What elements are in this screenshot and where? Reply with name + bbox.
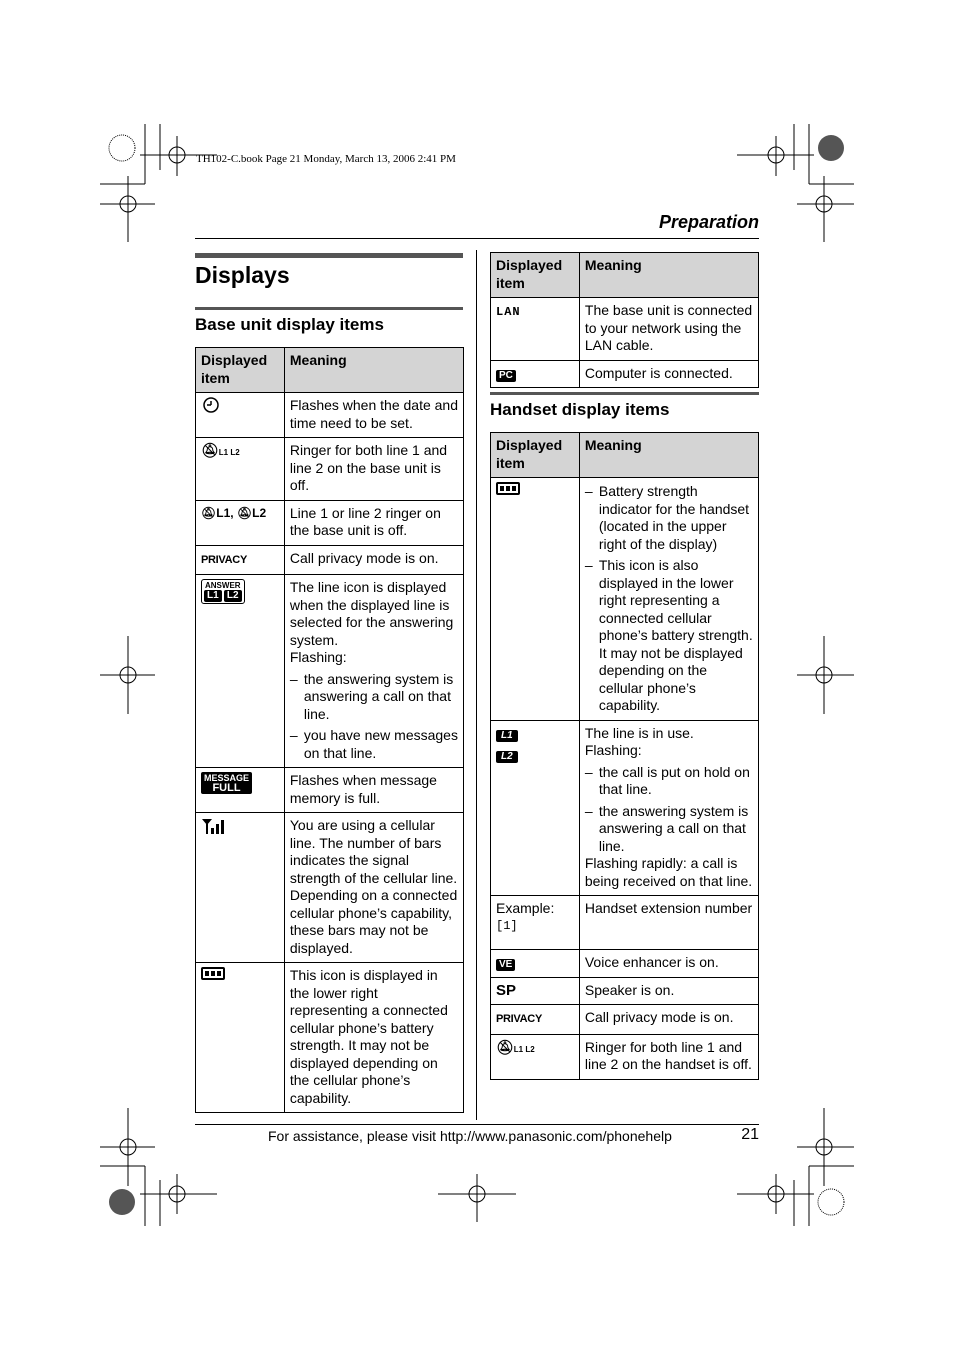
line2-icon: L2 — [496, 746, 574, 764]
handset-table — [490, 432, 759, 1080]
voice-enhancer-icon: VE — [496, 959, 515, 971]
subhead-bar — [195, 307, 463, 310]
assistance-text: For assistance, please visit http://www.panasonic.com/phonehelp — [268, 1128, 672, 1144]
book-info: TH102-C.book Page 21 Monday, March 13, 2006 2:41 PM — [196, 153, 456, 165]
table-header-row — [491, 253, 759, 298]
meaning-cell: Ringer for both line 1 and line 2 on the base unit is off. — [284, 438, 463, 501]
meaning-text: The line is in use. — [584, 724, 694, 741]
meaning-cell: Call privacy mode is on. — [579, 1005, 758, 1035]
table-row — [491, 298, 759, 361]
battery-icon — [201, 967, 225, 980]
list-item: – This icon is also displayed in the lower right representing a connected cellular phone’s battery strength. It may not be displayed depending on the cellular phone’s capability. — [585, 557, 753, 715]
header-rule — [195, 238, 759, 239]
answer-l2-badge: L2 — [224, 590, 242, 602]
table-row — [196, 575, 464, 768]
list-item: – you have new messages on that line. — [290, 727, 458, 762]
col-meaning-header: Meaning — [284, 348, 463, 393]
meaning-cell: The base unit is connected to your network using the LAN cable. — [579, 298, 758, 361]
answer-icon — [201, 579, 245, 604]
list-item: – Battery strength indicator for the handset (located in the upper right of the display) — [585, 483, 753, 553]
table-row — [196, 438, 464, 501]
table-row — [196, 813, 464, 963]
meaning-cell: Voice enhancer is on. — [579, 950, 758, 978]
table-row — [491, 360, 759, 388]
table-row — [491, 478, 759, 721]
ringer-off-icon: 🔕︎ — [201, 505, 217, 520]
col-item-header: Displayed item — [196, 348, 285, 393]
flashing-rapid-text: Flashing rapidly: a call is being received on that line. — [584, 855, 753, 889]
column-divider — [476, 250, 477, 1120]
line1-icon: L1 — [496, 725, 574, 743]
speaker-icon: SP — [496, 981, 517, 999]
full-label: FULL — [212, 782, 241, 794]
meaning-cell: Handset extension number — [579, 896, 758, 950]
table-row — [196, 768, 464, 813]
list-item: – the answering system is answering a call on that line. — [585, 803, 753, 856]
ringer-line-label: L1 L2 — [513, 1044, 535, 1054]
meaning-cell: Speaker is on. — [579, 977, 758, 1005]
meaning-cell: You are using a cellular line. The number of bars indicates the signal strength of the cellular line. Depending on a connected cellular phone’s capability, these bars may not be displayed. — [284, 813, 463, 963]
title-bar — [195, 253, 463, 258]
list-item: – the call is put on hold on that line. — [585, 764, 753, 799]
page-title: Displays — [195, 262, 290, 288]
pc-icon: PC — [496, 370, 516, 382]
base-unit-table — [195, 347, 464, 1113]
table-row — [491, 950, 759, 978]
answer-label: ANSWER — [205, 581, 241, 590]
flashing-label: Flashing: — [289, 649, 347, 665]
lan-icon: LAN — [496, 305, 521, 319]
meaning-cell: Flashes when message memory is full. — [284, 768, 463, 813]
col-item-header: Displayed item — [491, 253, 580, 298]
table-row — [196, 393, 464, 438]
example-label: Example: — [496, 900, 555, 916]
message-label: MESSAGE — [204, 773, 250, 783]
list-item: – the answering system is answering a call on that line. — [290, 671, 458, 724]
ringer-l1-label: L1 — [216, 505, 231, 520]
page-number: 21 — [741, 1126, 759, 1143]
table-row — [196, 500, 464, 545]
privacy-icon: PRIVACY — [201, 553, 247, 566]
ringer-off-icon: 🔕︎ — [496, 1038, 514, 1055]
meaning-cell: Flashes when the date and time need to be set. — [284, 393, 463, 438]
table-row — [491, 977, 759, 1005]
ringer-off-icon: 🔕︎ — [236, 505, 253, 520]
ringer-line-label: L1 L2 — [218, 448, 240, 457]
col-meaning-header: Meaning — [579, 253, 758, 298]
clock-icon — [201, 397, 221, 413]
privacy-icon: PRIVACY — [496, 1013, 542, 1025]
meaning-cell: Line 1 or line 2 ringer on the base unit is off. — [284, 500, 463, 545]
ringer-separator: , — [230, 505, 234, 520]
meaning-cell: This icon is displayed in the lower right representing a connected cellular phone’s battery strength. It may not be displayed depending on the cellular phone’s capability. — [284, 963, 463, 1113]
meaning-cell: Ringer for both line 1 and line 2 on the handset is off. — [579, 1034, 758, 1079]
ringer-l2-label: L2 — [252, 505, 267, 520]
table-row — [196, 963, 464, 1113]
table-header-row — [491, 433, 759, 478]
footer-rule — [195, 1124, 759, 1125]
table-row — [491, 720, 759, 896]
base-unit-heading: Base unit display items — [195, 315, 384, 334]
message-full-icon — [201, 772, 252, 794]
base-unit-table-continued — [490, 252, 759, 388]
battery-icon — [496, 482, 520, 495]
table-row — [196, 545, 464, 575]
meaning-cell: Call privacy mode is on. — [284, 545, 463, 575]
section-title: Preparation — [658, 212, 759, 232]
col-meaning-header: Meaning — [579, 433, 758, 478]
col-item-header: Displayed item — [491, 433, 580, 478]
table-header-row — [196, 348, 464, 393]
meaning-text: The line icon is displayed when the displayed line is selected for the answering system. — [289, 579, 454, 648]
subhead-bar — [490, 392, 759, 395]
answer-l1-badge: L1 — [204, 590, 222, 602]
ringer-off-icon: 🔕︎ — [201, 442, 219, 458]
signal-bars-icon — [201, 817, 225, 835]
flashing-label: Flashing: — [584, 742, 642, 758]
meaning-cell: Computer is connected. — [579, 360, 758, 388]
table-row — [491, 1005, 759, 1035]
handset-heading: Handset display items — [490, 400, 670, 419]
table-row — [491, 896, 759, 950]
table-row — [491, 1034, 759, 1079]
extension-icon: [1] — [496, 918, 518, 933]
